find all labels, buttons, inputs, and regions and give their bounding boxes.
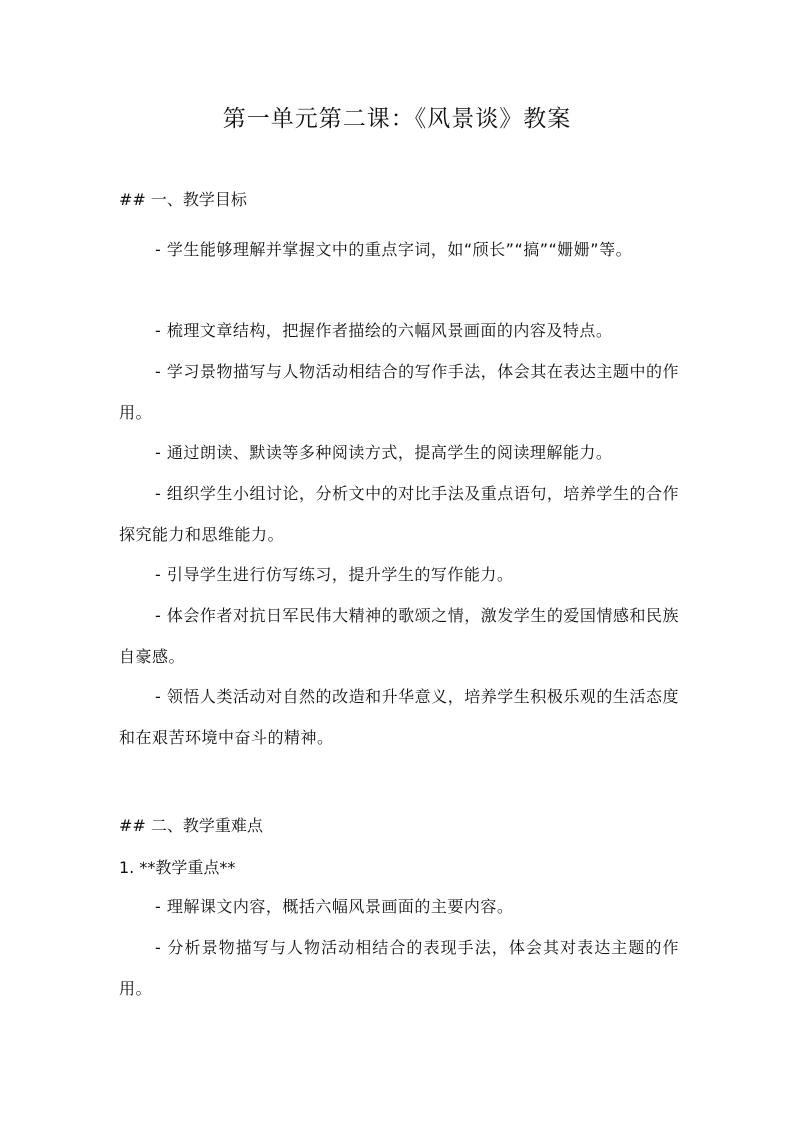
objective-item: - 组织学生小组讨论，分析文中的对比手法及重点语句，培养学生的合作探究能力和思维能力。 — [119, 484, 679, 544]
objective-item: - 引导学生进行仿写练习，提升学生的写作能力。 — [155, 565, 514, 584]
section-heading-key-points: ## 二、教学重难点 — [119, 816, 263, 835]
objective-item: - 体会作者对抗日军民伟大精神的歌颂之情，激发学生的爱国情感和民族自豪感。 — [119, 606, 679, 666]
document-title: 第一单元第二课：《风景谈》教案 — [222, 106, 572, 132]
key-point-item: - 理解课文内容，概括六幅风景画面的主要内容。 — [155, 897, 514, 916]
objective-item: - 学习景物描写与人物活动相结合的写作手法，体会其在表达主题中的作用。 — [119, 362, 679, 422]
objective-item: - 领悟人类活动对自然的改造和升华意义，培养学生积极乐观的生活态度和在艰苦环境中奋斗的精神。 — [119, 687, 679, 747]
key-point-item: - 分析景物描写与人物活动相结合的表现手法，体会其对表达主题的作用。 — [119, 938, 679, 998]
objective-item: - 通过朗读、默读等多种阅读方式，提高学生的阅读理解能力。 — [155, 443, 613, 462]
objective-item: - 学生能够理解并掌握文中的重点字词，如“颀长”“搞”“姗姗”等。 — [155, 240, 633, 259]
section-heading-objectives: ## 一、教学目标 — [119, 190, 247, 209]
numbered-subheading: 1. **教学重点** — [119, 858, 236, 877]
objective-item: - 梳理文章结构，把握作者描绘的六幅风景画面的内容及特点。 — [155, 321, 613, 340]
